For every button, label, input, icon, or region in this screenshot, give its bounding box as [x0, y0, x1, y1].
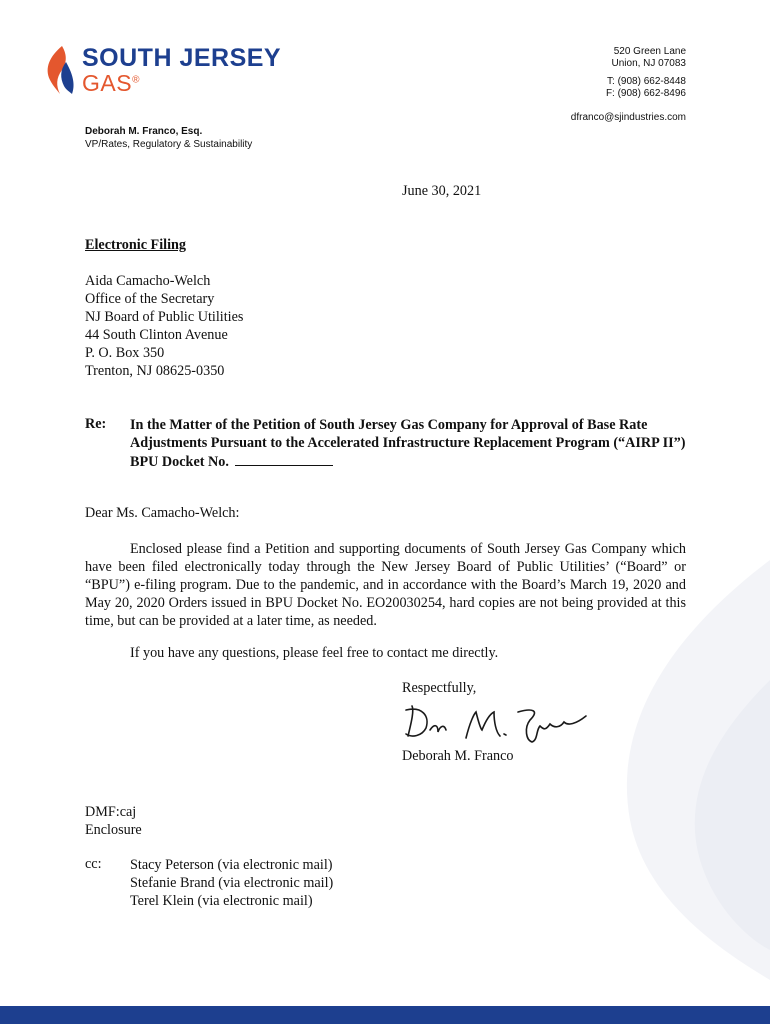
recipient-line: Aida Camacho-Welch — [85, 273, 211, 289]
salutation: Dear Ms. Camacho-Welch: — [85, 505, 240, 521]
cc-recipient: Stacy Peterson (via electronic mail) — [130, 857, 333, 873]
docket-line — [130, 452, 690, 471]
handwritten-signature — [400, 700, 600, 746]
closing: Respectfully, — [402, 680, 477, 696]
logo-wordmark-line2: GAS® — [82, 70, 140, 96]
recipient-line: 44 South Clinton Avenue — [85, 327, 228, 343]
docket-label: BPU Docket No. — [130, 454, 229, 470]
re-subject-text: In the Matter of the Petition of South Jersey Gas Company for Approval of Base Rate Adjustments Pursuant to the Accelerated Infrastructure Replacement Program (“AIRP II”) — [130, 417, 686, 451]
re-subject — [130, 416, 690, 471]
flame-logo-icon — [42, 44, 76, 98]
signer-name: Deborah M. Franco — [402, 748, 514, 764]
sender-name: Deborah M. Franco, Esq. — [85, 126, 203, 137]
email-address: dfranco@sjindustries.com — [570, 112, 686, 123]
re-label: Re: — [85, 416, 107, 432]
phone-number: T: (908) 662-8448 — [607, 76, 686, 87]
body-paragraph-1: Enclosed please find a Petition and supporting documents of South Jersey Gas Company which have been filed electronically today through the New Jersey Board of Public Utilities’ (“Board” or “BPU”) e-filing program. Due to the pandemic, and in accordance with the Board’s March 19, 2020 and May 20, 2020 Orders issued in BPU Docket No. EO20030254, hard copies are not being provided at this time, but can be provided at a later time, as needed. — [85, 541, 686, 629]
fax-number: F: (908) 662-8496 — [605, 88, 686, 99]
recipient-line: Trenton, NJ 08625-0350 — [85, 363, 225, 379]
initials-block — [85, 803, 142, 839]
letter-date: June 30, 2021 — [402, 183, 482, 199]
recipient-line: NJ Board of Public Utilities — [85, 309, 244, 325]
docket-blank — [235, 452, 333, 466]
cc-label: cc: — [85, 856, 102, 872]
cc-recipient: Terel Klein (via electronic mail) — [130, 893, 313, 909]
filing-method: Electronic Filing — [85, 237, 187, 253]
sender-block — [85, 125, 252, 151]
body-paragraph-2: If you have any questions, please feel free to contact me directly. — [130, 645, 499, 661]
logo-wordmark-line1: SOUTH JERSEY — [82, 44, 282, 72]
address-line2: Union, NJ 07083 — [611, 58, 686, 69]
recipient-line: Office of the Secretary — [85, 291, 215, 307]
recipient-address — [85, 272, 243, 380]
letterhead-contact — [571, 46, 686, 124]
address-line1: 520 Green Lane — [613, 46, 686, 57]
cc-recipient: Stefanie Brand (via electronic mail) — [130, 875, 334, 891]
sender-title: VP/Rates, Regulatory & Sustainability — [85, 139, 253, 150]
company-logo — [42, 42, 282, 102]
recipient-line: P. O. Box 350 — [85, 345, 165, 361]
enclosure-note: Enclosure — [85, 822, 142, 838]
cc-list — [130, 856, 333, 910]
footer-bar — [0, 1006, 770, 1024]
typist-initials: DMF:caj — [85, 804, 137, 820]
